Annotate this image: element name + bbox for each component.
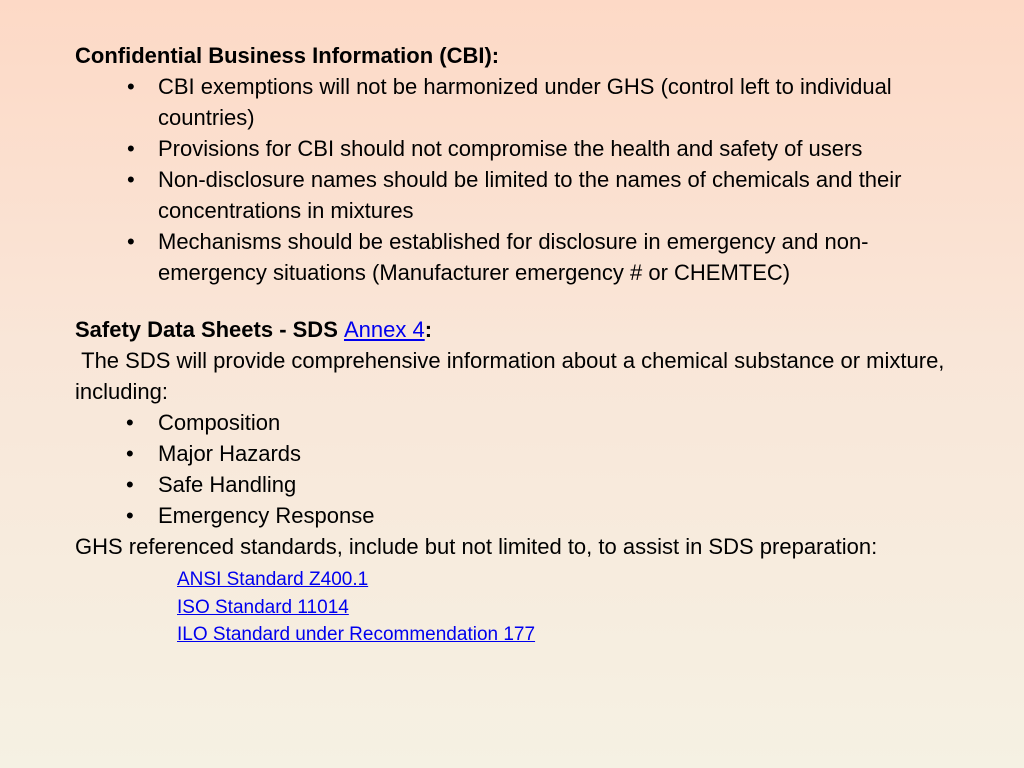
list-item bbox=[75, 133, 975, 164]
bullet-icon: • bbox=[127, 136, 135, 161]
bullet-icon: • bbox=[126, 441, 134, 466]
sds-bullet-list bbox=[75, 407, 975, 531]
ansi-standard-link[interactable]: ANSI Standard Z400.1 bbox=[177, 569, 369, 590]
ilo-standard-link[interactable]: ILO Standard under Recommendation 177 bbox=[177, 624, 536, 645]
list-item bbox=[75, 71, 975, 133]
list-item bbox=[177, 566, 975, 594]
bullet-icon: • bbox=[127, 229, 135, 254]
standards-text: GHS referenced standards, include but not limited to, to assist in SDS preparation: bbox=[75, 534, 878, 559]
sds-heading-colon: : bbox=[424, 317, 433, 342]
iso-standard-link[interactable]: ISO Standard 11014 bbox=[177, 596, 349, 618]
bullet-icon: • bbox=[127, 167, 135, 192]
list-item-text: CBI exemptions will not be harmonized under GHS (control left to individual countries) bbox=[158, 74, 892, 130]
list-item-text: Mechanisms should be established for disclosure in emergency and non-emergency situations (Manufacturer emergency # or CHEMTEC) bbox=[158, 229, 869, 285]
section-spacer bbox=[75, 288, 975, 314]
slide-content bbox=[75, 40, 975, 649]
cbi-bullet-list bbox=[75, 71, 975, 288]
sds-heading-text: Safety Data Sheets - SDS bbox=[75, 317, 344, 342]
list-item-text: Composition bbox=[158, 410, 281, 435]
bullet-icon: • bbox=[126, 472, 134, 497]
list-item bbox=[177, 621, 975, 649]
list-item-text: Provisions for CBI should not compromise the health and safety of users bbox=[158, 136, 863, 161]
bullet-icon: • bbox=[127, 74, 135, 99]
standards-link-list bbox=[177, 566, 975, 649]
list-item bbox=[75, 469, 975, 500]
cbi-heading: Confidential Business Information (CBI): bbox=[75, 43, 500, 68]
list-item bbox=[75, 164, 975, 226]
list-item bbox=[75, 500, 975, 531]
list-item-text: Non-disclosure names should be limited to the names of chemicals and their concentrations in mixtures bbox=[158, 167, 902, 223]
list-item bbox=[75, 438, 975, 469]
sds-heading bbox=[75, 314, 975, 345]
bullet-icon: • bbox=[126, 503, 134, 528]
bullet-icon: • bbox=[126, 410, 134, 435]
annex-4-link[interactable]: Annex 4 bbox=[343, 317, 425, 342]
list-item bbox=[177, 594, 975, 622]
list-item-text: Emergency Response bbox=[158, 503, 375, 528]
list-item-text: Safe Handling bbox=[158, 472, 297, 497]
list-item bbox=[75, 407, 975, 438]
sds-intro: The SDS will provide comprehensive information about a chemical substance or mixture, including: bbox=[75, 348, 951, 404]
list-item bbox=[75, 226, 975, 288]
list-item-text: Major Hazards bbox=[158, 441, 302, 466]
